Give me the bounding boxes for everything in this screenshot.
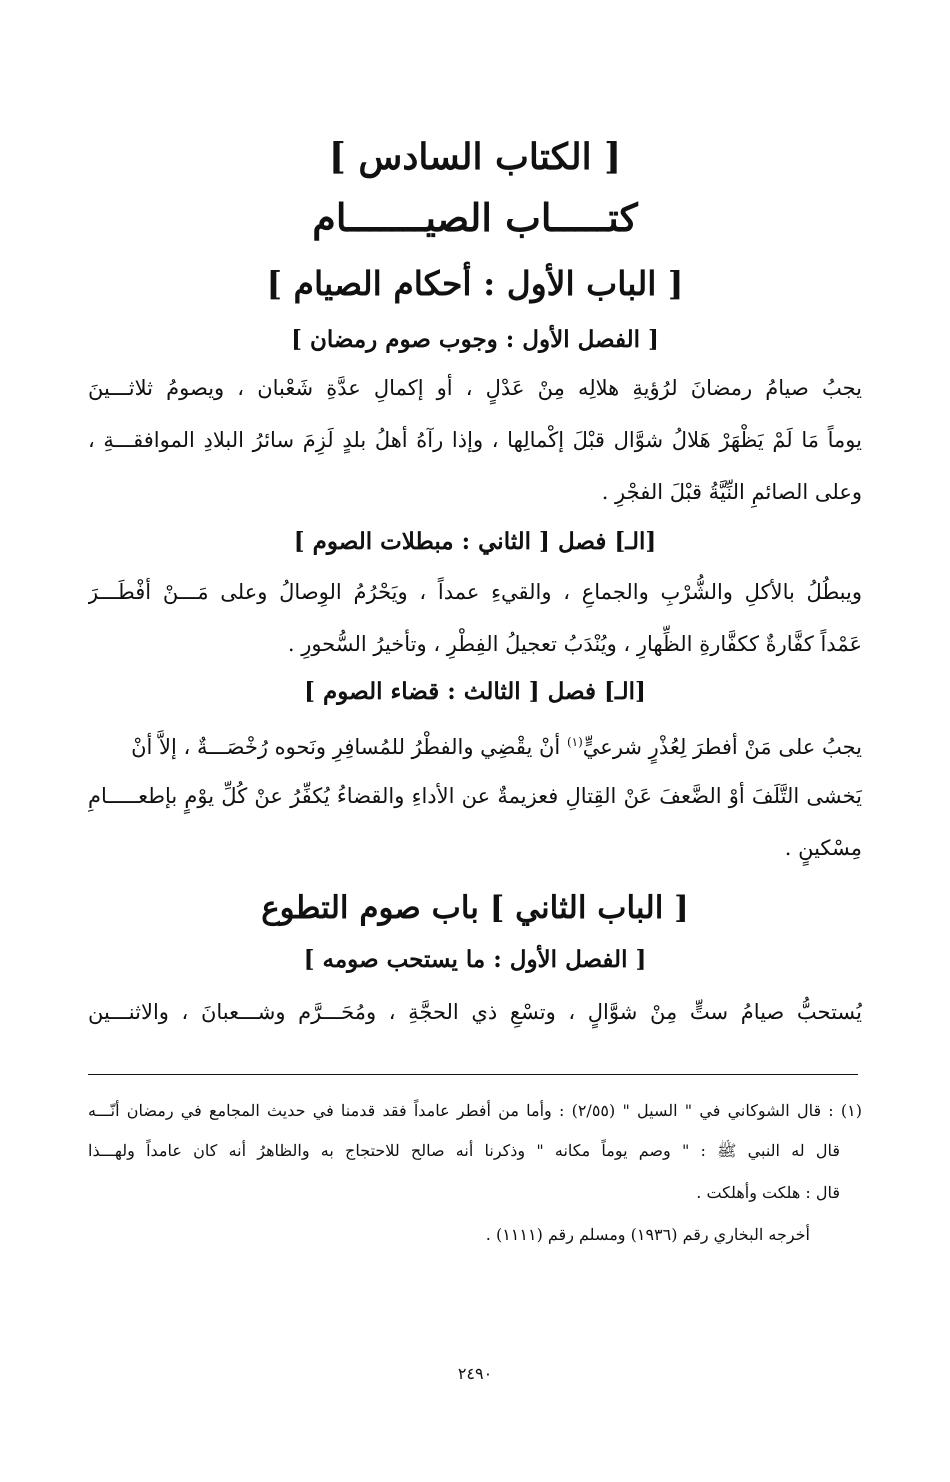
footnote-line-4: أخرجه البخاري رقم (١٩٣٦) ومسلم رقم (١١١١) . xyxy=(485,1225,810,1244)
footnote-line-2: قال له النبي ﷺ : " وصم يوماً مكانه " وذكرنا أنه صالح للاحتجاج به والظاهرُ أنه كان عامداً ولهـــذا xyxy=(88,1141,840,1160)
section-3-line-3: مِسْكينٍ . xyxy=(784,836,862,860)
page-number: ٢٤٩٠ xyxy=(457,1364,493,1383)
section-3-line-1-text-a: يجبُ على مَنْ أفطرَ لِعُذْرٍ شرعيٍّ xyxy=(582,735,862,759)
section-1-line-2: يوماً مَا لَمْ يَظْهَرْ هَلالُ شوَّال قبْلَ إكْمالِها ، وإذا رآهُ أهلُ بلدٍ لَزِمَ سائرُ البلادِ الموافقـــةِ ، xyxy=(88,428,862,452)
section-2-title: [الـ] فصل [ الثاني : مبطلات الصوم ] xyxy=(293,528,657,555)
book-title: [ الكتاب السادس ] xyxy=(328,136,622,178)
section-3-title: [الـ] فصل [ الثالث : قضاء الصوم ] xyxy=(304,678,646,705)
chapter-2-section-1-title: [ الفصل الأول : ما يستحب صومه ] xyxy=(303,946,647,973)
chapter-1-title: [ الباب الأول : أحكام الصيام ] xyxy=(266,264,684,303)
chapter-2-title: [ الباب الثاني ] باب صوم التطوع xyxy=(261,890,689,926)
footnote-line-3: قال : هلكت وأهلكت . xyxy=(696,1183,840,1202)
book-subtitle: كتـــــاب الصيـــــــام xyxy=(312,195,638,240)
section-1-line-1: يجبُ صيامُ رمضانَ لرُؤيةِ هلالِه مِنْ عَدْلٍ ، أو إكمالِ عدَّةِ شَعْبان ، ويصومُ ثلاثـــينَ xyxy=(88,376,862,400)
section-1-line-3: وعلى الصائمِ النِّيَّةُ قبْلَ الفجْرِ . xyxy=(601,480,862,504)
section-2-line-2: عَمْداً كفَّارةٌ ككفَّارةِ الظِّهارِ ، ويُنْدَبُ تعجيلُ الفِطْرِ ، وتأخيرُ السُّحورِ . xyxy=(287,632,862,656)
section-3-line-1 xyxy=(88,720,862,764)
section-3-line-1-text-b: أنْ يقْضِي والفطْرُ للمُسافِرِ ونَحوه رُخْصَـــةٌ ، إلاَّ أنْ xyxy=(131,735,567,759)
section-1-title: [ الفصل الأول : وجوب صوم رمضان ] xyxy=(291,326,659,353)
footnote-divider xyxy=(88,1074,858,1075)
footnote-marker[interactable]: (١) xyxy=(566,735,583,749)
chapter-2-section-1-line-1: يُستحبُّ صيامُ ستٍّ مِنْ شوَّالٍ ، وتسْعِ ذي الحجَّةِ ، ومُحَـــرَّم وشـــعبانَ ، والاثنـــين xyxy=(88,1000,862,1024)
section-2-line-1: ويبطُلُ بالأكلِ والشُّرْبِ والجماعِ ، والقيءِ عمداً ، ويَحْرُمُ الوِصالُ وعلى مَـــنْ أفْطَـــرَ xyxy=(88,580,862,604)
footnote-line-1: (١) : قال الشوكاني في " السيل " (٢/٥٥) : وأما من أفطر عامداً فقد قدمنا في حديث المجامع في رمضان أنّـــه xyxy=(88,1101,862,1120)
section-3-line-2: يَخشى التَّلَفَ أوْ الضَّعفَ عَنْ القِتالِ فعزيمةٌ عن الأداءِ والقضاءُ يُكفِّرُ عنْ كُلِّ يوْمٍ بإطعـــــامِ xyxy=(88,784,862,808)
